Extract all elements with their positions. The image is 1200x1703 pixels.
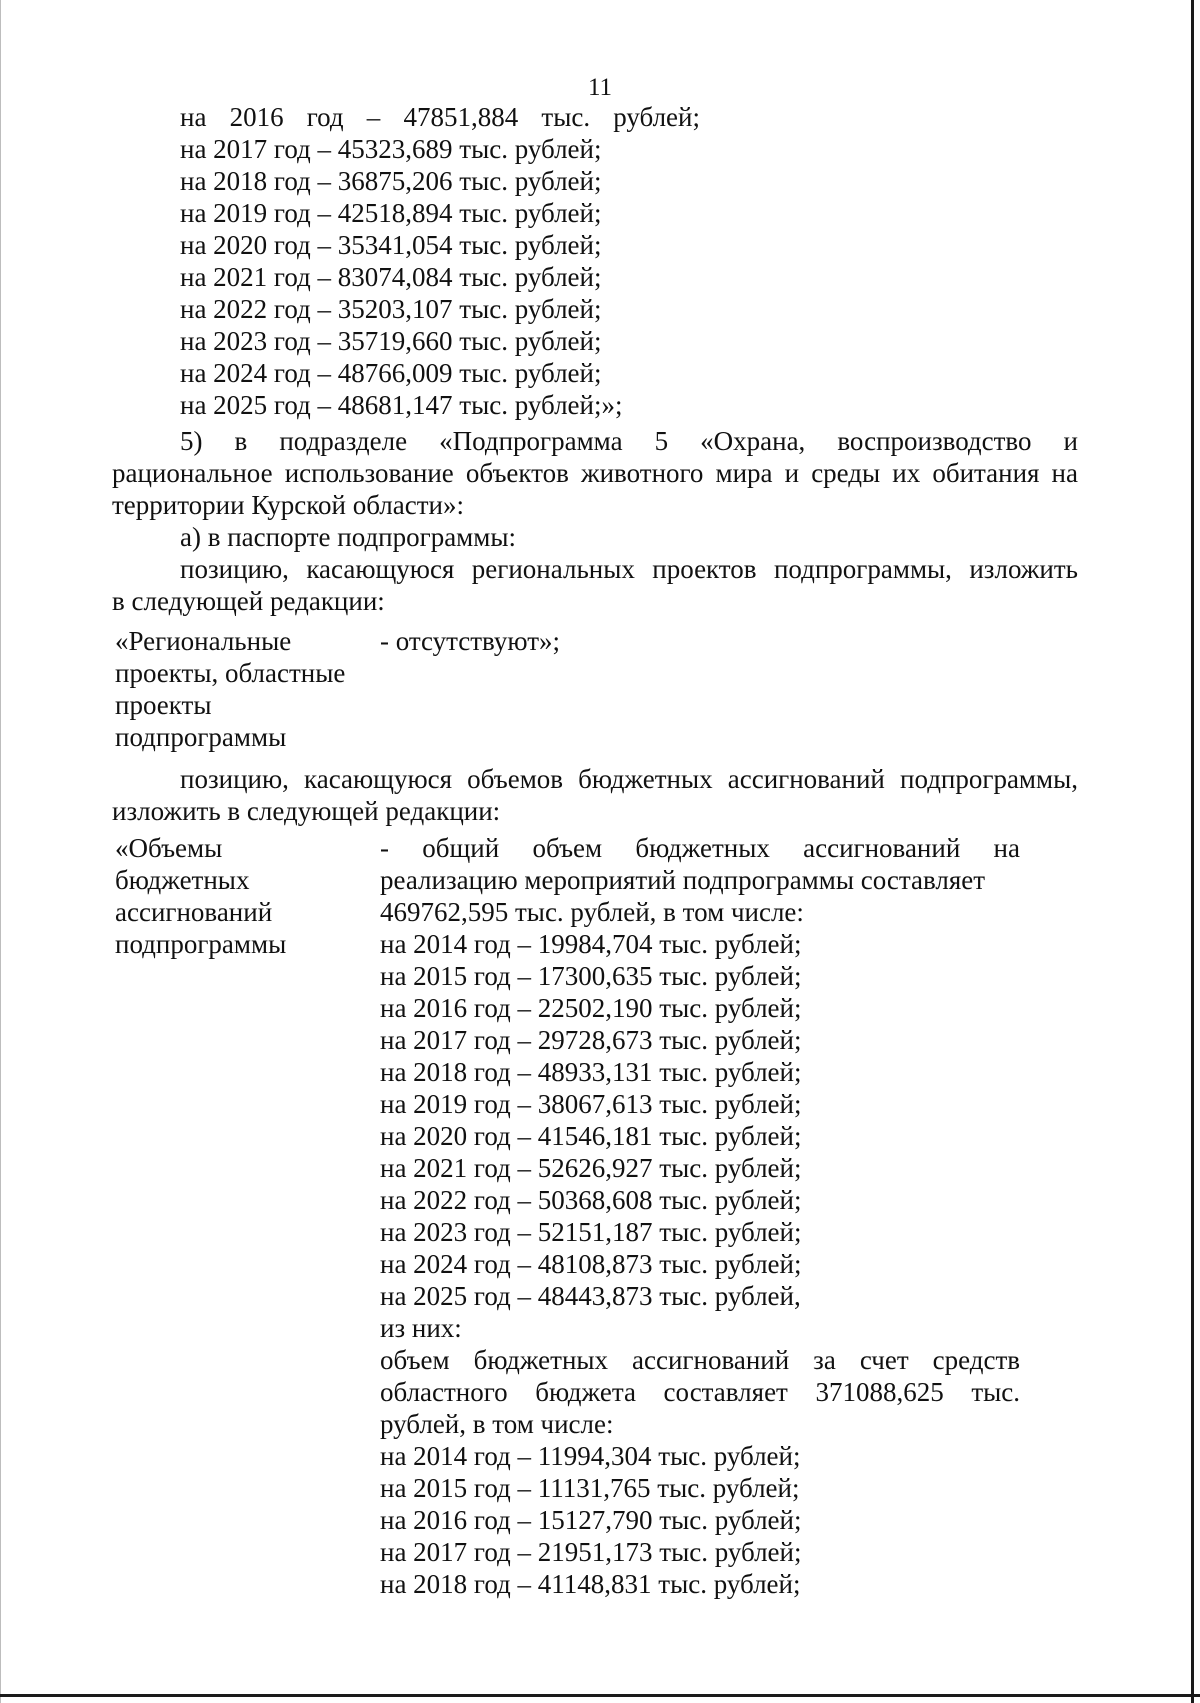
budget-year-line: на 2014 год – 19984,704 тыс. рублей; [380,929,802,959]
budget-year-line: на 2021 год – 52626,927 тыс. рублей; [380,1153,802,1183]
passport-heading: а) в паспорте подпрограммы: [180,522,516,552]
regional-year-line: на 2016 год – 15127,790 тыс. рублей; [380,1505,802,1535]
intro-year-list [180,101,700,421]
intro-year-line: на 2022 год – 35203,107 тыс. рублей; [180,294,602,324]
budget-year-line: на 2017 год – 29728,673 тыс. рублей; [380,1025,802,1055]
section-5-line: территории Курской области»: [112,490,464,520]
budget-label: «Объемы бюджетных ассигнований подпрограммы [115,833,287,959]
scan-edge-right [1191,0,1194,1703]
intro-year-line: на 2025 год – 48681,147 тыс. рублей;»; [180,390,623,420]
intro-year-line: на 2024 год – 48766,009 тыс. рублей; [180,358,602,388]
budget-year-line: на 2020 год – 41546,181 тыс. рублей; [380,1121,802,1151]
regional-projects-value: - отсутствуют»; [380,626,560,656]
regional-year-line: на 2015 год – 11131,765 тыс. рублей; [380,1473,800,1503]
regional-budget-line: объем бюджетных ассигнований за счет средств [380,1345,1020,1375]
intro-year-line: на 2017 год – 45323,689 тыс. рублей; [180,134,602,164]
regional-intro-line: в следующей редакции: [112,586,385,616]
budget-year-line: на 2015 год – 17300,635 тыс. рублей; [380,961,802,991]
regional-budget-line: рублей, в том числе: [380,1409,614,1439]
budget-year-line: на 2025 год – 48443,873 тыс. рублей, [380,1281,801,1311]
scan-edge-left [0,0,1,1703]
section-5-paragraph [112,425,1078,521]
budget-intro [112,763,1078,827]
of-them-line: из них: [380,1313,462,1343]
budget-total-line: реализацию мероприятий подпрограммы составляет [380,865,986,895]
budget-year-line: на 2016 год – 22502,190 тыс. рублей; [380,993,802,1023]
budget-value [380,832,1020,1600]
regional-year-line: на 2018 год – 41148,831 тыс. рублей; [380,1569,801,1599]
section-5-line: 5) в подразделе «Подпрограмма 5 «Охрана, воспроизводство и [180,426,1078,456]
budget-year-line: на 2022 год – 50368,608 тыс. рублей; [380,1185,802,1215]
budget-year-line: на 2024 год – 48108,873 тыс. рублей; [380,1249,802,1279]
intro-year-line: на 2020 год – 35341,054 тыс. рублей; [180,230,602,260]
regional-year-line: на 2014 год – 11994,304 тыс. рублей; [380,1441,801,1471]
intro-year-line: на 2021 год – 83074,084 тыс. рублей; [180,262,602,292]
regional-intro-line: позицию, касающуюся региональных проектов подпрограммы, изложить [180,554,1078,584]
intro-year-line: на 2023 год – 35719,660 тыс. рублей; [180,326,602,356]
section-5-line: рациональное использование объектов животного мира и среды их обитания на [112,458,1078,488]
scan-edge-bottom [0,1694,1200,1697]
budget-intro-line: позицию, касающуюся объемов бюджетных ассигнований подпрограммы, [180,764,1078,794]
intro-year-line: на 2016 год – 47851,884 тыс. рублей; [180,102,700,132]
budget-intro-line: изложить в следующей редакции: [112,796,501,826]
regional-projects-intro [112,553,1078,617]
intro-year-line: на 2019 год – 42518,894 тыс. рублей; [180,198,602,228]
intro-year-line: на 2018 год – 36875,206 тыс. рублей; [180,166,602,196]
budget-year-line: на 2019 год – 38067,613 тыс. рублей; [380,1089,802,1119]
budget-year-line: на 2018 год – 48933,131 тыс. рублей; [380,1057,802,1087]
regional-budget-line: областного бюджета составляет 371088,625 тыс. [380,1377,1020,1407]
budget-total-line: 469762,595 тыс. рублей, в том числе: [380,897,804,927]
budget-year-line: на 2023 год – 52151,187 тыс. рублей; [380,1217,802,1247]
regional-year-line: на 2017 год – 21951,173 тыс. рублей; [380,1537,802,1567]
budget-total-line: - общий объем бюджетных ассигнований на [380,833,1020,863]
page-number: 11 [587,74,613,101]
regional-projects-label: «Региональные проекты, областные проекты подпрограммы [115,626,346,752]
